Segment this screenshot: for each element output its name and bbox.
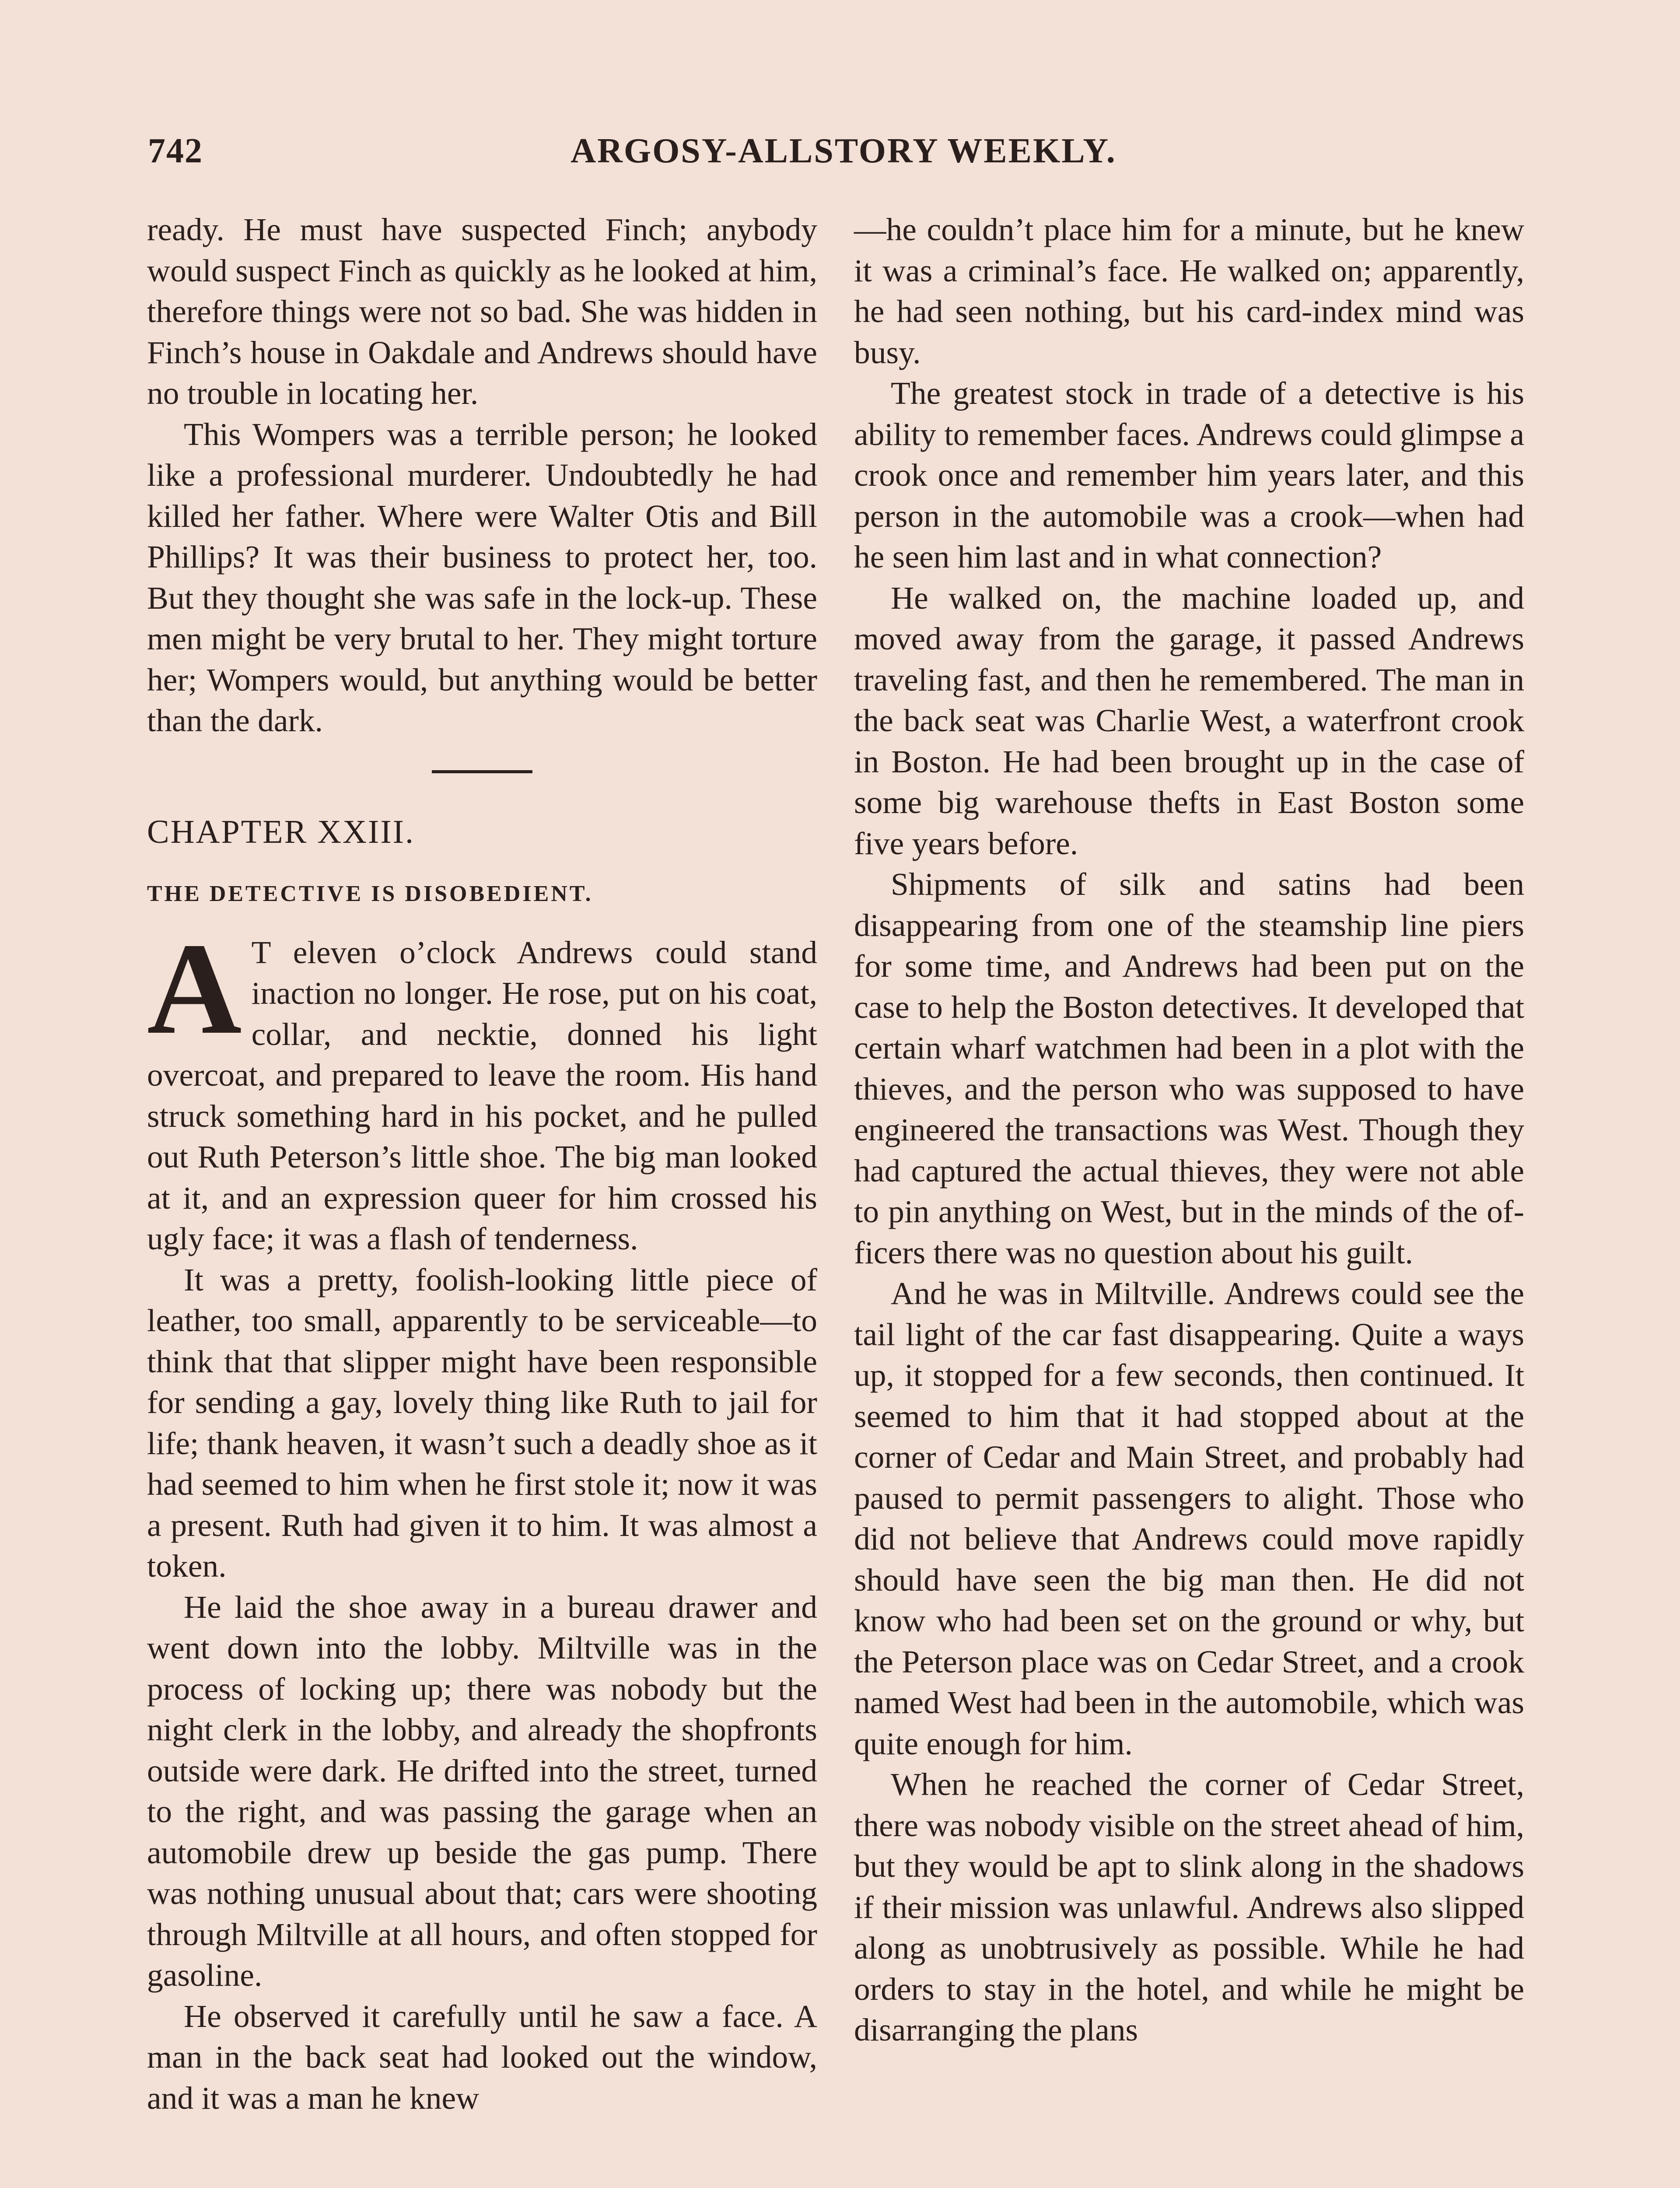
running-head: ARGOSY-ALLSTORY WEEKLY. [570,132,1116,170]
chapter-title: CHAPTER XXIII. [147,813,415,850]
chapter-opening-paragraph [147,915,817,1259]
paragraph: He laid the shoe away in a bureau drawer and went down into the lobby. Miltville was in the process of locking up; there was nobody but the night clerk in the lobby, and already the shopfronts outside were dark. He drifted into the street, turned to the right, and was passing the garage when an automobile drew up beside the gas pump. There was nothing unusual about that; cars were shooting through Miltville at all hours, and often stopped for gasoline. [147,1589,817,1993]
paragraph: ready. He must have suspected Finch; anybody would suspect Finch as quickly as he looked at him, therefore things were not so bad. She was hidden in Finch’s house in Oakdale and Andrews should have no trouble in locating her. [147,212,817,411]
drop-cap: A [147,915,242,1061]
paragraph: When he reached the corner of Cedar Street, there was nobody visible on the street ahead of him, but they would be apt to slink along in the shadows if their mission was unlawful. Andrews also slipped along as unobtrusively as possible. While he had orders to stay in the hotel, and while he might be disarranging the plans [854,1767,1524,2048]
paragraph: He walked on, the machine loaded up, and moved away from the garage, it passed Andrews traveling fast, and then he remembered. The man in the back seat was Charlie West, a waterfront crook in Boston. He had been brought up in the case of some big warehouse thefts in East Boston some five years before. [854,580,1524,861]
paragraph: This Wompers was a terrible person; he looked like a professional murderer. Undoubtedly he had killed her father. Where were Walter Otis and Bill Phillips? It was their business to protect her, too. But they thought she was safe in the lock-up. These men might be very brutal to her. They might torture her; Wompers would, but anything would be better than the dark. [147,416,817,738]
page-number: 742 [148,132,203,170]
section-divider [432,770,532,773]
paragraph: It was a pretty, foolish-looking little piece of leather, too small, apparently to be serviceable—to think that that slipper might have been responsible for sending a gay, lovely thing like Ruth to jail for life; thank heaven, it wasn’t such a deadly shoe as it had seemed to him when he first stole it; now it was a present. Ruth had given it to him. It was almost a token. [147,1262,817,1584]
chapter-subtitle: THE DETECTIVE IS DISOBEDIENT. [147,881,593,906]
left-column [147,209,817,2118]
page-header [148,131,1539,179]
paragraph: The greatest stock in trade of a detective is his ability to remember faces. Andrews could glimpse a crook once and remember him years later, and this person in the automobile was a crook—when had he seen him last and in what connection? [854,375,1524,575]
paragraph: He observed it carefully until he saw a face. A man in the back seat had looked out the window, and it was a man he knew [147,1998,817,2116]
paragraph: And he was in Miltville. Andrews could see the tail light of the car fast disappearing. Quite a ways up, it stopped for a few seconds, then continued. It seemed to him that it had stopped about at the corner of Cedar and Main Street, and probably had paused to permit passengers to alight. Those who did not believe that Andrews could move rapidly should have seen the big man then. He did not know who had been set on the ground or why, but the Peterson place was on Cedar Street, and a crook named West had been in the automobile, which was quite enough for him. [854,1276,1524,1761]
right-column [854,209,1524,2051]
paragraph: Shipments of silk and satins had been disappearing from one of the steamship line piers for some time, and Andrews had been put on the case to help the Boston detectives. It developed that certain wharf watchmen had been in a plot with the thieves, and the person who was supposed to have engineered the transactions was West. Though they had captured the actual thieves, they were not able to pin anything on West, but in the minds of the officers there was no question about his guilt. [854,866,1524,1270]
paragraph-text: T eleven o’clock Andrews could stand inaction no longer. He rose, put on his coat, collar, and necktie, donned his light overcoat, and prepared to leave the room. His hand struck something hard in his pocket, and he pulled out Ruth Peterson’s little shoe. The big man looked at it, and an expression queer for him crossed his ugly face; it was a flash of tenderness. [147,934,817,1256]
paragraph: —he couldn’t place him for a minute, but he knew it was a criminal’s face. He walked on; apparently, he had seen nothing, but his card-index mind was busy. [854,212,1524,370]
